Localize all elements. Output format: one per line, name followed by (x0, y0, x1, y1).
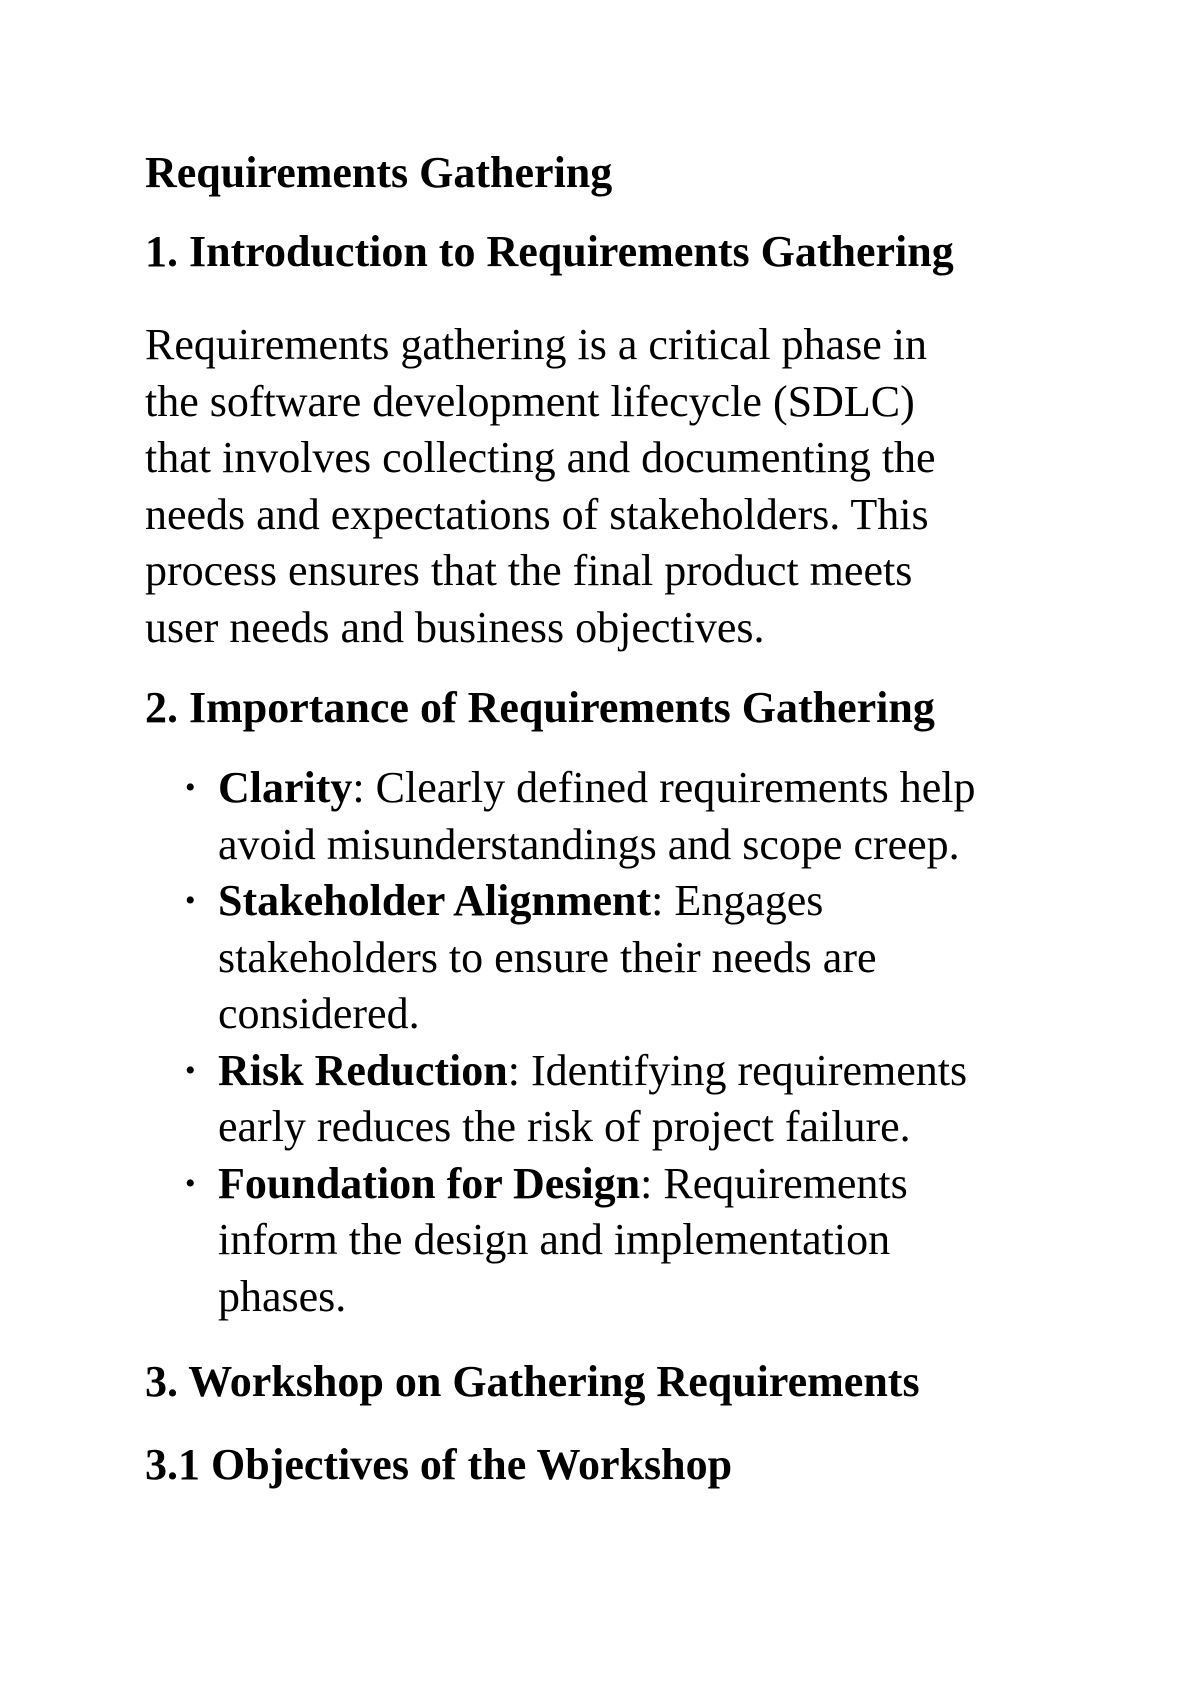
paragraph-line: the software development lifecycle (SDLC) (145, 376, 915, 426)
list-item-term: Stakeholder Alignment (218, 876, 652, 925)
list-item-line: avoid misunderstandings and scope creep. (218, 819, 960, 869)
list-item-first-line (218, 1043, 1155, 1100)
paragraph-line: Requirements gathering is a critical phase in (145, 320, 927, 369)
list-item-term: Risk Reduction (218, 1045, 508, 1095)
list-item-line: stakeholders to ensure their needs are (218, 932, 877, 982)
section-heading-importance: 2. Importance of Requirements Gathering (145, 683, 935, 732)
list-item-line: phases. (218, 1271, 347, 1321)
paragraph-line: that involves collecting and documenting the (145, 433, 936, 482)
section-heading-workshop: 3. Workshop on Gathering Requirements (145, 1357, 920, 1406)
list-item-line: early reduces the risk of project failure. (218, 1102, 911, 1151)
list-item-line: inform the design and implementation (218, 1215, 891, 1264)
list-item-text: : Clearly defined requirements help (352, 763, 976, 812)
list-item-text: : Requirements (640, 1158, 908, 1208)
paragraph-line: needs and expectations of stakeholders. This (145, 489, 929, 539)
section-heading-introduction: 1. Introduction to Requirements Gathering (145, 227, 954, 276)
list-item (145, 873, 1155, 1043)
document-title: Requirements Gathering (145, 148, 613, 197)
paragraph-line: user needs and business objectives. (145, 602, 765, 652)
list-item-first-line (218, 1156, 1155, 1213)
bullet-icon: • (185, 1053, 196, 1087)
list-item-term: Foundation for Design (218, 1158, 641, 1208)
list-item-term: Clarity (218, 763, 353, 812)
list-item-first-line (218, 873, 1155, 930)
bullet-icon: • (185, 884, 196, 917)
list-item (145, 760, 1155, 873)
list-item-text: : Identifying requirements (507, 1045, 968, 1095)
list-item-first-line (218, 760, 1155, 817)
bullet-icon: • (185, 1166, 196, 1200)
paragraph-line: process ensures that the final product meets (145, 546, 913, 595)
introduction-paragraph (145, 317, 1105, 656)
list-item-line: considered. (218, 989, 420, 1038)
subsection-heading-objectives: 3.1 Objectives of the Workshop (145, 1440, 733, 1489)
list-item-text: : Engages (651, 876, 824, 925)
list-item (145, 1043, 1155, 1156)
bullet-icon: • (185, 771, 196, 804)
importance-bullet-list (145, 760, 1155, 1325)
list-item (145, 1156, 1155, 1326)
